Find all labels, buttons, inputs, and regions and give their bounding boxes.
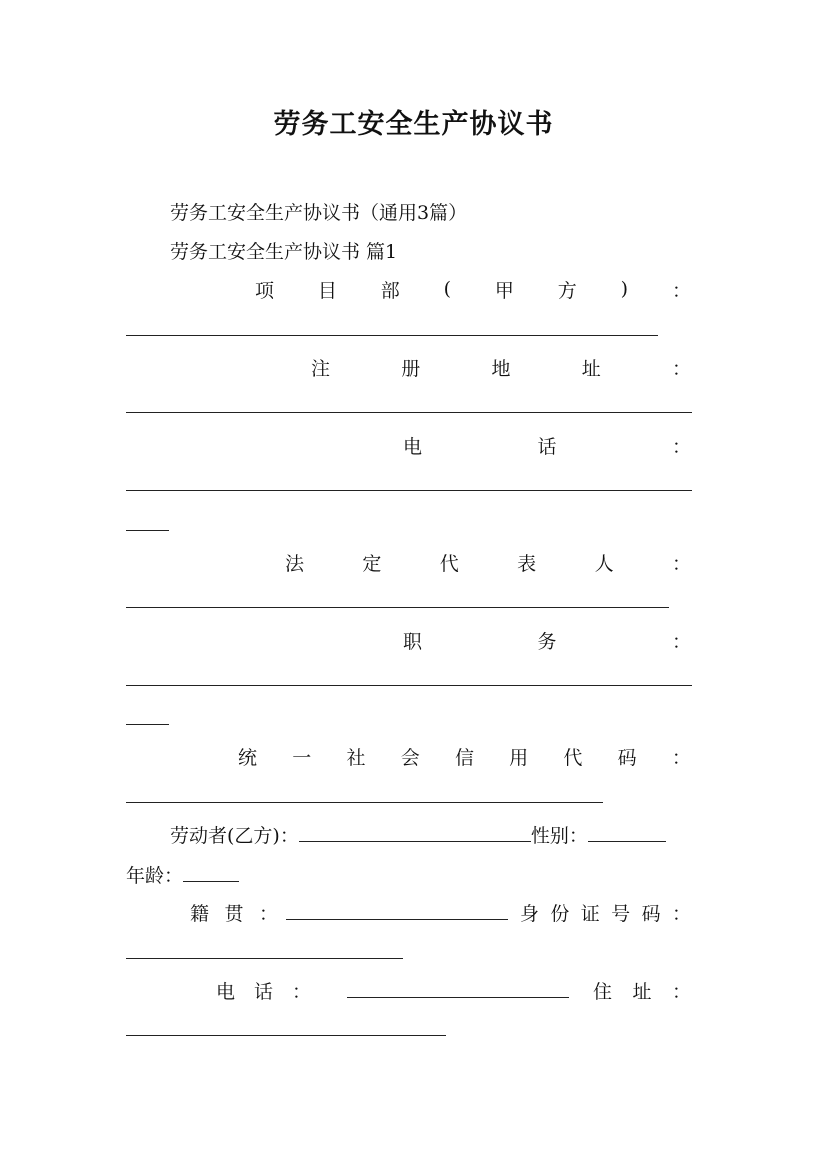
label-char: 务 bbox=[537, 630, 557, 653]
label-char: 职 bbox=[403, 630, 423, 653]
position-label bbox=[403, 628, 691, 652]
document-title: 劳务工安全生产协议书 bbox=[273, 109, 554, 140]
legal-rep-fill-line[interactable] bbox=[126, 607, 669, 608]
label-char: ( bbox=[443, 278, 452, 300]
label-char: ) bbox=[620, 278, 629, 300]
legal-rep-label bbox=[285, 550, 691, 574]
label-char: 目 bbox=[317, 279, 337, 302]
label-char: ： bbox=[671, 980, 691, 1003]
worker-phone-label bbox=[216, 978, 311, 1002]
label-char: 人 bbox=[594, 552, 614, 575]
label-char: ： bbox=[671, 902, 691, 925]
label-char: 定 bbox=[362, 552, 382, 575]
label-char: 号 bbox=[611, 902, 631, 925]
id-number-label bbox=[520, 900, 691, 924]
label-char: ： bbox=[671, 279, 691, 302]
label-char: 社 bbox=[346, 746, 366, 769]
label-char: ： bbox=[291, 980, 311, 1003]
label-char: 址 bbox=[632, 980, 652, 1003]
document-subtitle: 劳务工安全生产协议书（通用3篇） bbox=[170, 202, 468, 224]
label-char: 身 bbox=[520, 902, 540, 925]
label-char: 址 bbox=[581, 357, 601, 380]
credit-code-fill-line[interactable] bbox=[126, 802, 603, 803]
label-char: 法 bbox=[285, 552, 305, 575]
label-char: ： bbox=[671, 552, 691, 575]
label-char: 话 bbox=[537, 435, 557, 458]
label-char: 住 bbox=[593, 980, 613, 1003]
native-place-fill-line[interactable] bbox=[286, 919, 508, 920]
project-dept-fill-line[interactable] bbox=[126, 335, 658, 336]
reg-address-label bbox=[311, 355, 691, 379]
worker-label: 劳动者(乙方)： bbox=[170, 825, 299, 847]
label-char: 方 bbox=[557, 279, 577, 302]
label-char: 注 bbox=[311, 357, 331, 380]
label-char: 统 bbox=[238, 746, 258, 769]
label-char: 电 bbox=[216, 980, 236, 1003]
reg-address-fill-line[interactable] bbox=[126, 412, 692, 413]
label-char: 码 bbox=[641, 902, 661, 925]
gender-label: 性别： bbox=[530, 825, 588, 847]
label-char: 册 bbox=[401, 357, 421, 380]
credit-code-label bbox=[238, 744, 691, 768]
label-char: 部 bbox=[380, 279, 400, 302]
label-char: 地 bbox=[491, 357, 511, 380]
label-char: 籍 bbox=[190, 902, 210, 925]
position-fill-line-cont[interactable] bbox=[126, 724, 169, 725]
label-char: ： bbox=[671, 746, 691, 769]
worker-phone-fill-line[interactable] bbox=[347, 997, 569, 998]
age-label: 年龄： bbox=[126, 865, 184, 887]
label-char: 会 bbox=[400, 746, 420, 769]
gender-fill-line[interactable] bbox=[588, 823, 666, 842]
label-char: ： bbox=[258, 902, 278, 925]
label-char: 份 bbox=[550, 902, 570, 925]
phone-fill-line[interactable] bbox=[126, 490, 692, 491]
worker-name-fill-line[interactable] bbox=[299, 823, 531, 842]
section-heading: 劳务工安全生产协议书 篇1 bbox=[170, 241, 398, 263]
label-char: 贯 bbox=[224, 902, 244, 925]
label-char: 用 bbox=[509, 746, 529, 769]
worker-row bbox=[170, 821, 666, 848]
label-char: 话 bbox=[253, 980, 273, 1003]
label-char: 码 bbox=[617, 746, 637, 769]
project-dept-label bbox=[255, 277, 691, 301]
id-number-fill-line[interactable] bbox=[126, 958, 403, 959]
label-char: 代 bbox=[563, 746, 583, 769]
label-char: 证 bbox=[580, 902, 600, 925]
worker-address-fill-line[interactable] bbox=[126, 1035, 446, 1036]
label-char: 甲 bbox=[494, 279, 514, 302]
label-char: 信 bbox=[454, 746, 474, 769]
native-place-label bbox=[190, 900, 278, 924]
label-char: ： bbox=[671, 630, 691, 653]
age-row bbox=[126, 861, 239, 888]
worker-address-label bbox=[593, 978, 691, 1002]
label-char: 一 bbox=[292, 746, 312, 769]
phone-label bbox=[403, 433, 691, 457]
position-fill-line[interactable] bbox=[126, 685, 692, 686]
label-char: ： bbox=[671, 435, 691, 458]
label-char: 代 bbox=[439, 552, 459, 575]
label-char: 表 bbox=[517, 552, 537, 575]
age-fill-line[interactable] bbox=[183, 863, 239, 882]
label-char: 项 bbox=[255, 279, 275, 302]
phone-fill-line-cont[interactable] bbox=[126, 530, 169, 531]
label-char: 电 bbox=[403, 435, 423, 458]
label-char: ： bbox=[671, 357, 691, 380]
